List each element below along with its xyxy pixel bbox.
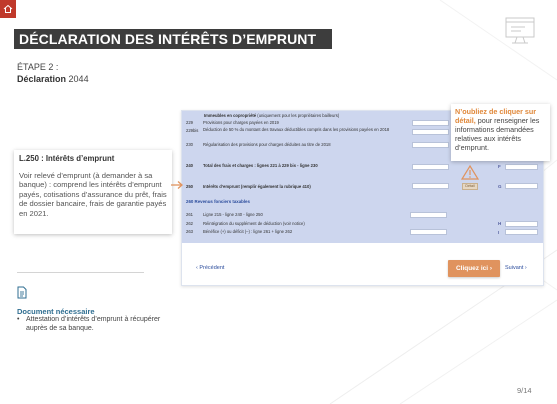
row-text: Ligne 215 - ligne 240 - ligne 250: [203, 212, 263, 217]
row-code: 250: [186, 184, 193, 189]
document-item-text: Attestation d’intérêts d’emprunt à récupérer auprès de sa banque.: [26, 316, 161, 332]
info-card: [14, 150, 172, 234]
section-divider: [17, 272, 144, 273]
row-text: Déduction de 50 % du montant des travaux déductibles compris dans les provisions payées en 2018: [203, 127, 390, 132]
row-code: 240: [186, 163, 193, 168]
page-title: DÉCLARATION DES INTÉRÊTS D’EMPRUNT: [14, 29, 332, 49]
row-code: 229: [186, 120, 193, 125]
input-263-i[interactable]: [505, 229, 538, 235]
row-code: 230: [186, 142, 193, 147]
document-title: Document nécessaire: [17, 307, 95, 316]
box-letter-h: H: [498, 221, 502, 226]
callout-highlight: N’oubliez de cliquer sur détail,: [455, 107, 537, 125]
document-item: [17, 316, 167, 333]
step-name-number: 2044: [68, 74, 89, 84]
previous-button[interactable]: ‹ Précédent: [196, 265, 225, 271]
step-label: ÉTAPE 2 :: [17, 62, 59, 72]
box-letter-i: I: [498, 230, 500, 235]
input-261[interactable]: [410, 212, 447, 218]
input-250-g[interactable]: [505, 183, 538, 189]
box-letter-f: F: [498, 164, 501, 169]
section1-note: (uniquement pour les propriétaires bailleurs): [257, 113, 340, 118]
input-250[interactable]: [412, 183, 449, 189]
section2-title: 260 Revenus fonciers taxables: [186, 199, 250, 204]
document-icon: [17, 286, 27, 299]
info-card-body: Voir relevé d’emprunt (à demander à sa banque) : comprend les intérêts d’emprunt payés, cotisations d’assurance du prêt, frais de dossier bancaire, frais de garantie payés en 2021.: [19, 171, 167, 218]
input-262-h[interactable]: [505, 221, 538, 227]
next-button[interactable]: Suivant ›: [505, 265, 527, 271]
row-code: 263: [186, 229, 193, 234]
input-229[interactable]: [412, 120, 449, 126]
input-240[interactable]: [412, 164, 449, 170]
row-text: Intérêts d’emprunt (remplir également la rubrique 410): [203, 184, 311, 189]
input-240-f[interactable]: [505, 164, 538, 170]
detail-button[interactable]: Détail: [462, 183, 478, 190]
warning-triangle-icon: [461, 165, 479, 180]
row-text: Réintégration du supplément de déduction (voir notice): [203, 221, 305, 226]
logo: [0, 0, 16, 18]
input-263[interactable]: [410, 229, 447, 235]
box-letter-g: G: [498, 184, 502, 189]
section1-heading: [204, 113, 339, 118]
row-text: Total des frais et charges : lignes 221 à 229 bis - ligne 230: [203, 163, 318, 168]
section1-title: Immeubles en copropriété: [204, 113, 257, 118]
house-icon: [3, 4, 13, 14]
row-text: Provisions pour charges payées en 2019: [203, 120, 279, 125]
input-230[interactable]: [412, 142, 449, 148]
step-name: [17, 74, 89, 84]
row-code: 261: [186, 212, 193, 217]
row-code: 262: [186, 221, 193, 226]
computer-screen-icon: [503, 15, 537, 49]
callout-text: pour renseigner les informations demandées relatives aux intérêts d’emprunt.: [455, 116, 540, 152]
row-code: 229bis: [186, 128, 199, 133]
info-card-title: L.250 : Intérêts d’emprunt: [19, 154, 115, 163]
page-number: 9/14: [517, 386, 532, 395]
input-229bis[interactable]: [412, 129, 449, 135]
step-name-bold: Déclaration: [17, 74, 67, 84]
click-here-button[interactable]: Cliquez ici ›: [448, 260, 500, 277]
form-row-229bis: [186, 128, 406, 138]
detail-callout: [451, 104, 550, 161]
bullet: •: [17, 316, 20, 323]
arrow-right-icon: [170, 180, 184, 190]
row-text: Régularisation des provisions pour charges déduites au titre de 2018: [203, 142, 331, 147]
row-text: Bénéfice (+) ou déficit (–) : ligne 261 + ligne 262: [203, 229, 293, 234]
